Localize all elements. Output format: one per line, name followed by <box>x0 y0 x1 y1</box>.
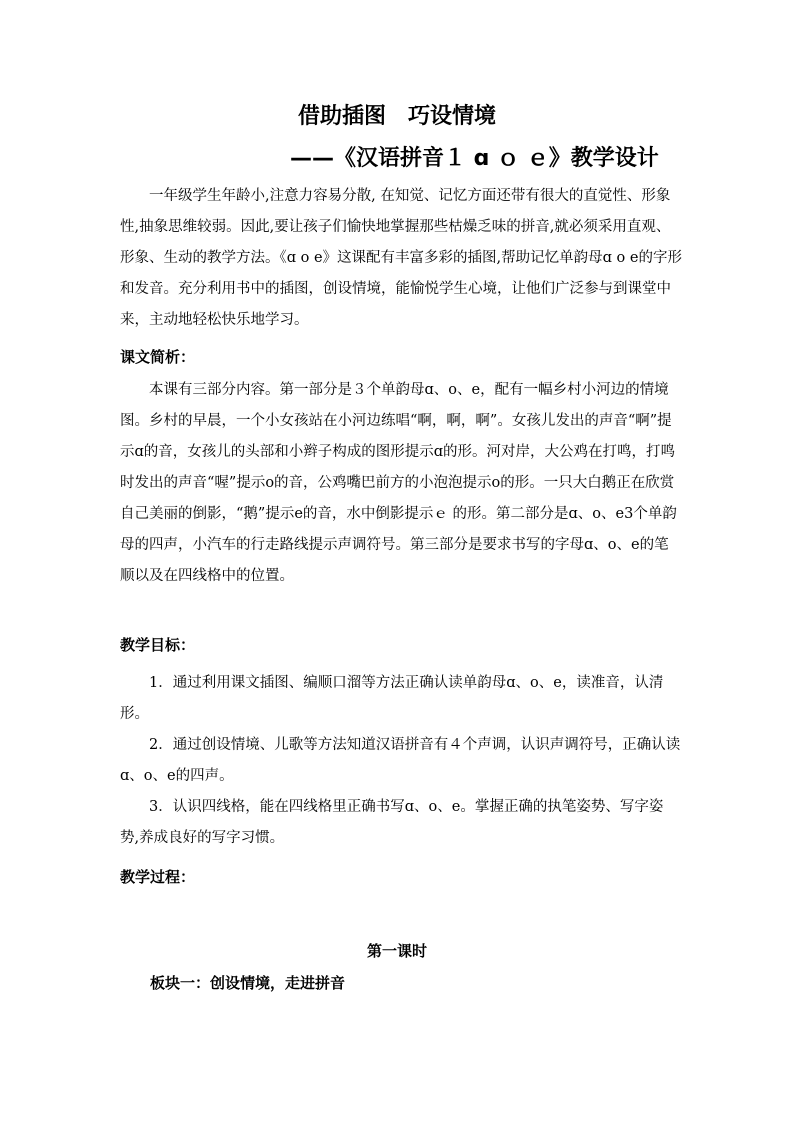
goals-heading: 教学目标： <box>120 636 196 654</box>
process-heading: 教学过程： <box>120 868 196 886</box>
analysis-block <box>120 375 682 592</box>
goal-item: 1．通过利用课文插图、编顺口溜等方法正确认读单韵母ɑ、o、e，读准音，认清形。 <box>120 675 664 722</box>
goal-item: 2．通过创设情境、儿歌等方法知道汉语拼音有４个声调，认识声调符号，正确认读ɑ、o、e的四声。 <box>120 737 681 784</box>
analysis-heading: 课文简析： <box>120 348 196 366</box>
lesson-title: 第一课时 <box>366 942 427 960</box>
document-subtitle: ——《汉语拼音１ ɑ ｏ ｅ》教学设计 <box>290 146 659 171</box>
goals-list <box>120 668 682 854</box>
document-title: 借助插图 巧设情境 <box>297 104 496 129</box>
intro-block <box>120 181 682 336</box>
goal-item: 3．认识四线格，能在四线格里正确书写ɑ、o、e。掌握正确的执笔姿势、写字姿势,养成良好的写字习惯。 <box>120 799 664 846</box>
intro-paragraph: 一年级学生年龄小,注意力容易分散, 在知觉、记忆方面还带有很大的直觉性、形象性,抽象思维较弱。因此,要让孩子们愉快地掌握那些枯燥乏味的拼音,就必须采用直观、形象、生动的教学方法。《ɑ o e》这课配有丰富多彩的插图,帮助记忆单韵母ɑ o e的字形和发音。充分利用书中的插图，创设情境，能愉悦学生心境，让他们广泛参与到课堂中来，主动地轻松快乐地学习。 <box>120 188 682 328</box>
analysis-paragraph: 本课有三部分内容。第一部分是３个单韵母ɑ、o、e，配有一幅乡村小河边的情境图。乡村的早晨，一个小女孩站在小河边练唱“啊，啊，啊”。女孩儿发出的声音“啊”提示ɑ的音，女孩儿的头部和小辫子构成的图形提示ɑ的形。河对岸，大公鸡在打鸣，打鸣时发出的声音“喔”提示o的音，公鸡嘴巴前方的小泡泡提示o的形。一只大白鹅正在欣赏自己美丽的倒影，“鹅”提示e的音，水中倒影提示ｅ 的形。第二部分是ɑ、o、e3个单韵母的四声，小汽车的行走路线提示声调符号。第三部分是要求书写的字母ɑ、o、e的笔顺以及在四线格中的位置。 <box>120 382 677 584</box>
block-title: 板块一：创设情境，走进拼音 <box>150 974 346 992</box>
